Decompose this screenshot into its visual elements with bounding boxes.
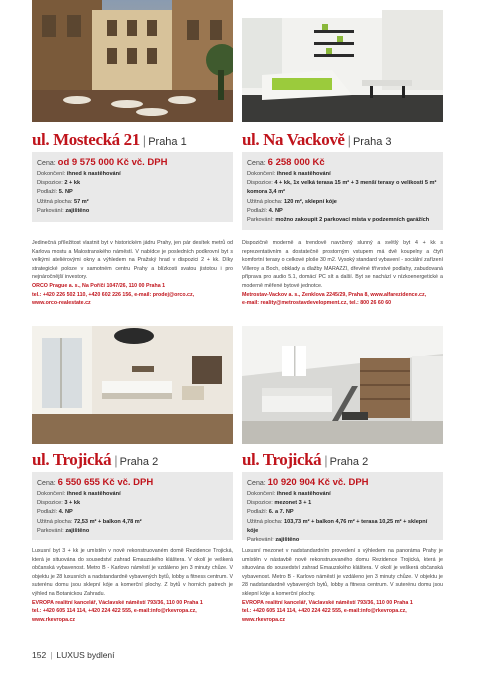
info-row: Parkování: zajištěno bbox=[37, 527, 90, 534]
info-row: Dispozice: 3 + kk bbox=[37, 500, 81, 507]
contact-line: EVROPA realitní kancelář, Václavské náměstí 793/36, 110 00 Praha 1 bbox=[242, 599, 413, 606]
page-footer: 152 | LUXUS bydlení bbox=[32, 650, 115, 660]
info-row: Dokončení: ihned k nastěhování bbox=[37, 491, 121, 497]
district: Praha 1 bbox=[148, 136, 187, 148]
street-name: ul. Na Vackově bbox=[242, 130, 345, 149]
listing-title: ul. Trojická | Praha 2 bbox=[32, 450, 159, 469]
website-link[interactable]: www.rkevropa.cz bbox=[32, 616, 76, 623]
info-row: Parkování: zajištěno bbox=[247, 537, 300, 544]
price-row: Cena: 6 550 655 Kč vč. DPH bbox=[37, 477, 154, 488]
price-row: Cena: od 9 575 000 Kč vč. DPH bbox=[37, 157, 168, 168]
info-row: Dispozice: mezonet 3 + 1 bbox=[247, 500, 312, 507]
price: od 9 575 000 Kč vč. DPH bbox=[57, 157, 168, 168]
street-name: ul. Trojická bbox=[32, 450, 112, 469]
price-row: Cena: 10 920 904 Kč vč. DPH bbox=[247, 477, 369, 488]
magazine-name: LUXUS bydlení bbox=[56, 650, 115, 660]
info-row: Podlaží: 4. NP bbox=[37, 509, 73, 516]
courtyard-photo bbox=[32, 0, 233, 122]
website-link[interactable]: www.rkevropa.cz bbox=[242, 616, 286, 623]
info-row: Užitná plocha: 72,53 m² + balkon 4,78 m² bbox=[37, 518, 142, 525]
listing-title: ul. Trojická | Praha 2 bbox=[242, 450, 369, 469]
description: Jedinečná příležitost vlastnit byt v historickém jádru Prahy, jen pár desítek metrů od Karlova mostu a Malostranského náměstí. V nabídce je posledních podkrovní byt s velkými ateliérovými okny a výhledem na Pražský hrad v dispozici 2 + kk. Díky strategické poloze v samotném centru Prahy a blízkosti svatou jistotou i pro nejnáročnější investory. ORCO Prague a. s., Na Poříčí 1047/26, 110 00 Praha 1 tel.: +420 226 502 110, +420 602 226 156, e-mail: prodej@orco.cz, www.orco-realestate.cz bbox=[32, 240, 233, 307]
info-row: Užitná plocha: 103,73 m² + balkon 4,76 m² + terasa 10,25 m² + sklepní kóje bbox=[247, 518, 428, 534]
district: Praha 2 bbox=[119, 456, 159, 468]
bedroom-photo bbox=[32, 326, 233, 444]
info-row: Podlaží: 5. NP bbox=[37, 189, 73, 196]
price: 10 920 904 Kč vč. DPH bbox=[267, 477, 369, 488]
price-row: Cena: 6 258 000 Kč bbox=[247, 157, 325, 168]
listing-title: ul. Mostecká 21 | Praha 1 bbox=[32, 130, 187, 149]
contact-line: EVROPA realitní kancelář, Václavské náměstí 793/36, 110 00 Praha 1 bbox=[32, 599, 203, 606]
info-row: Užitná plocha: 57 m² bbox=[37, 198, 89, 205]
contact-line: e-mail: reality@metrostavdevelopment.cz, tel.: 800 26 60 60 bbox=[242, 300, 392, 307]
contact-line: Metrostav-Vackov a. s., Zenklova 2245/29, Praha 8, www.alfarezidence.cz, bbox=[242, 291, 427, 298]
info-row: Parkování: zajištěno bbox=[37, 207, 90, 214]
description: Luxusní mezonet v nadstandardním provedení s výhledem na panoráma Prahy je umístěn v nástavbě nově rekonstruovaného domu Rezidence Trojická, která je situována do sousedství zahrad Emauzského kláštera. V okolí je veškerá občanská vybavenost. Metro B - Karlovo náměstí je vzdáleno jen 3 minuty chůze. V objektu je 28 nadstandardně vybavených bytů, lobby a fitness centrum. V suterénu domu jsou sklepní kóje a komerční plochy. EVROPA realitní kancelář, Václavské náměstí 793/36, 110 00 Praha 1 tel.: +420 605 114 114, +420 224 422 555, e-mail:info@rkevropa.cz, www.rkevropa.cz bbox=[242, 548, 443, 623]
info-row: Podlaží: 4. NP bbox=[247, 207, 283, 214]
website-link[interactable]: www.orco-realestate.cz bbox=[32, 300, 91, 307]
contact-line: ORCO Prague a. s., Na Poříčí 1047/26, 110 00 Praha 1 bbox=[32, 282, 166, 289]
info-row: Dokončení: ihned k nastěhování bbox=[247, 171, 331, 177]
description: Luxusní byt 3 + kk je umístěn v nově rekonstruovaném domě Rezidence Trojická, která je situována do sousedství zahrad Emauzského kláštera. V okolí je veškerá občanská vybavenost. Metro B - Karlovo náměstí je vzdáleno jen 3 minuty chůze. V objektu je 28 luxusních a nadstandardně vybavených bytů, lobby a fitness centrum. V suterénu domu jsou sklepní kóje a komerční plochy. Z bytů v horních patrech je výhled na Botanickou Zahradu. EVROPA realitní kancelář, Václavské náměstí 793/36, 110 00 Praha 1 tel.: +420 605 114 114, +420 224 422 555, e-mail:info@rkevropa.cz, www.rkevropa.cz bbox=[32, 548, 233, 623]
listing-title: ul. Na Vackově | Praha 3 bbox=[242, 130, 392, 149]
interior-photo bbox=[242, 326, 443, 444]
district: Praha 2 bbox=[329, 456, 369, 468]
info-row: Dokončení: ihned k nastěhování bbox=[37, 171, 121, 177]
info-box bbox=[242, 472, 443, 544]
info-box bbox=[32, 472, 233, 540]
description: Dispozičně moderně a trendově navržený slunný a světlý byt 4 + kk s reprezentativním a dostatečně prostorným vstupem má dvě koupelny a čtyři komfortní terasy o celkové ploše 30 m2. Vysoký standard vybavení - sociální zařízení Villeroy a Boch, obklady a dlažby MARAZZI, dřevěné třívrstvé podlahy, zabudovaná příprava pro audio 5.1, domácí PC sít a další. Byt se nachází v nízkoenergetické a moderně měřené bytové jednotce. Metrostav-Vackov a. s., Zenklova 2245/29, Praha 8, www.alfarezidence.cz, e-mail: reality@metrostavdevelopment.cz, tel.: 800 26 60 60 bbox=[242, 240, 443, 307]
info-row: Podlaží: 6. a 7. NP bbox=[247, 509, 294, 516]
living-room-photo bbox=[242, 0, 443, 122]
contact-line: tel.: +420 605 114 114, +420 224 422 555, e-mail:info@rkevropa.cz, bbox=[32, 608, 197, 615]
price: 6 258 000 Kč bbox=[267, 157, 325, 168]
street-name: ul. Trojická bbox=[242, 450, 322, 469]
contact-line: tel.: +420 226 502 110, +420 602 226 156, e-mail: prodej@orco.cz, bbox=[32, 291, 195, 298]
info-row: Dokončení: ihned k nastěhování bbox=[247, 491, 331, 497]
info-box bbox=[242, 152, 443, 230]
page-number: 152 bbox=[32, 650, 47, 660]
info-row: Dispozice: 4 + kk, 1x velká terasa 15 m² + 3 menší terasy o velikosti 5 m² komora 3,4 m² bbox=[247, 180, 437, 196]
district: Praha 3 bbox=[352, 136, 392, 148]
info-row: Dispozice: 2 + kk bbox=[37, 180, 81, 187]
info-row: Parkování: možno zakoupit 2 parkovací místa v podzemních garážích bbox=[247, 217, 430, 224]
contact-line: tel.: +420 605 114 114, +420 224 422 555, e-mail:info@rkevropa.cz, bbox=[242, 608, 407, 615]
price: 6 550 655 Kč vč. DPH bbox=[57, 477, 154, 488]
street-name: ul. Mostecká 21 bbox=[32, 130, 140, 149]
info-row: Užitná plocha: 120 m², sklepní kóje bbox=[247, 198, 337, 205]
info-box bbox=[32, 152, 233, 222]
